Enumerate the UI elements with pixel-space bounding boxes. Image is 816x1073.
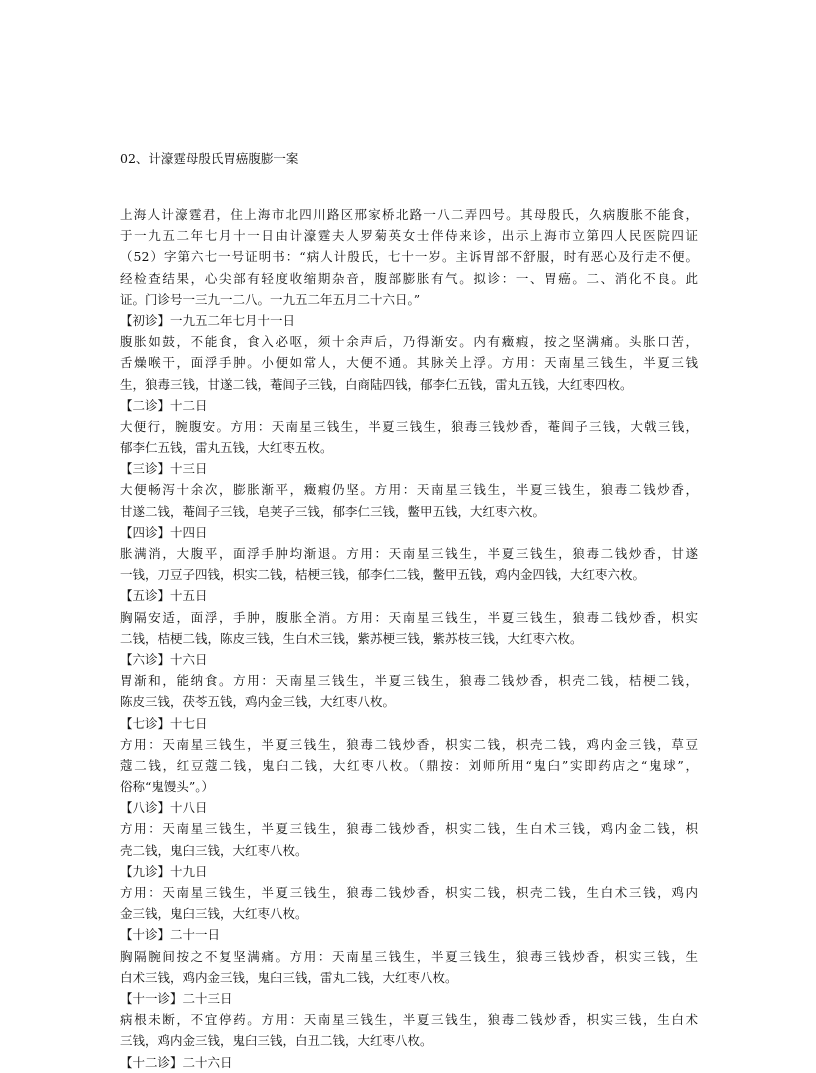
text-line: 证。门诊号一三九一二八。一九五二年五月二十六日。” bbox=[120, 291, 421, 307]
text-line: 方用：天南星三钱生，半夏三钱生，狼毒二钱炒香，枳实二钱，枳壳二钱，生白术三钱，鸡内 bbox=[120, 885, 698, 900]
text-line: 蔻二钱，红豆蔻二钱，鬼臼二钱，大红枣八枚。（鼎按：刘师所用“鬼臼”实即药店之“鬼球”， bbox=[120, 757, 698, 773]
section-heading: 【二诊】十二日 bbox=[120, 397, 208, 413]
text-line: 胃渐和，能纳食。方用：天南星三钱生，半夏三钱生，狼毒二钱炒香，枳壳二钱，桔梗二钱， bbox=[120, 673, 698, 689]
text-line: 于一九五二年七月十一日由计濠霆夫人罗菊英女士伴侍来诊，出示上海市立第四人民医院四证 bbox=[120, 228, 698, 244]
section-heading: 【九诊】十九日 bbox=[120, 863, 208, 879]
text-line: 经检查结果，心尖部有轻度收缩期杂音，腹部膨胀有气。拟诊：一、胃癌。二、消化不良。此 bbox=[120, 270, 698, 286]
text-line: 大便行，腕腹安。方用：天南星三钱生，半夏三钱生，狼毒三钱炒香，菴闾子三钱，大戟三钱， bbox=[120, 418, 698, 434]
text-line: 生，狼毒三钱，甘遂二钱，菴闾子三钱，白商陆四钱，郁李仁五钱，雷丸五钱，大红枣四枚。 bbox=[120, 376, 633, 392]
text-line: 大便畅泻十余次，膨胀渐平，癥瘕仍坚。方用：天南星三钱生，半夏三钱生，狼毒二钱炒香， bbox=[120, 482, 698, 498]
section-heading: 【七诊】十七日 bbox=[120, 715, 208, 731]
text-line: 舌燥喉干，面浮手肿。小便如常人，大便不通。其脉关上浮。方用：天南星三钱生，半夏三钱 bbox=[120, 355, 698, 371]
section-heading: 【四诊】十四日 bbox=[120, 524, 208, 540]
section-heading: 【初诊】一九五二年七月十一日 bbox=[120, 312, 296, 328]
text-line: 方用：天南星三钱生，半夏三钱生，狼毒二钱炒香，枳实二钱，枳壳二钱，鸡内金三钱，草豆 bbox=[120, 736, 698, 752]
section-heading: 【三诊】十三日 bbox=[120, 461, 208, 477]
text-line: 三钱，鸡内金三钱，鬼臼三钱，白丑二钱，大红枣八枚。 bbox=[120, 1033, 433, 1049]
text-line: 腹胀如鼓，不能食，食入必呕，须十余声后，乃得渐安。内有癥瘕，按之坚满痛。头胀口苦， bbox=[120, 334, 698, 350]
text-line: 胀满消，大腹平，面浮手肿均渐退。方用：天南星三钱生，半夏三钱生，狼毒二钱炒香，甘遂 bbox=[120, 546, 698, 561]
section-heading: 【五诊】十五日 bbox=[120, 588, 208, 604]
text-line: 俗称“鬼馒头”。） bbox=[120, 779, 215, 795]
section-heading: 【十二诊】二十六日 bbox=[120, 1054, 233, 1070]
text-line: 陈皮三钱，茯苓五钱，鸡内金三钱，大红枣八枚。 bbox=[120, 694, 396, 710]
text-line: 二钱，桔梗二钱，陈皮三钱，生白术三钱，紫苏梗三钱，紫苏枝三钱，大红枣六枚。 bbox=[120, 630, 583, 646]
section-heading: 【八诊】十八日 bbox=[120, 800, 208, 816]
document-body bbox=[120, 204, 698, 1073]
text-line: 一钱，刀豆子四钱，枳实二钱，桔梗三钱，郁李仁二钱，鳖甲五钱，鸡内金四钱，大红枣六枚。 bbox=[120, 567, 646, 583]
text-line: 白术三钱，鸡内金三钱，鬼臼三钱，雷丸二钱，大红枣八枚。 bbox=[120, 969, 458, 985]
text-line: 壳二钱，鬼臼三钱，大红枣八枚。 bbox=[120, 842, 308, 858]
text-line: 病根未断，不宜停药。方用：天南星三钱生，半夏三钱生，狼毒二钱炒香，枳实三钱，生白术 bbox=[120, 1012, 698, 1028]
text-line: 方用：天南星三钱生，半夏三钱生，狼毒二钱炒香，枳实二钱，生白术三钱，鸡内金二钱，枳 bbox=[120, 821, 698, 837]
text-line: （52）字第六七一号证明书：“病人计殷氏，七十一岁。主诉胃部不舒服，时有恶心及行走不便。 bbox=[120, 249, 698, 265]
text-line: 上海人计濠霆君，住上海市北四川路区邢家桥北路一八二弄四号。其母殷氏，久病腹胀不能食， bbox=[120, 207, 698, 222]
text-line: 郁李仁五钱，雷丸五钱，大红枣五枚。 bbox=[120, 440, 333, 456]
section-heading: 【十一诊】二十三日 bbox=[120, 990, 233, 1006]
text-line: 胸隔腕间按之不复坚满痛。方用：天南星三钱生，半夏三钱生，狼毒三钱炒香，枳实三钱，生 bbox=[120, 948, 698, 964]
document-title: 02、计濠霆母殷氏胃癌腹膨一案 bbox=[120, 151, 299, 166]
section-heading: 【六诊】十六日 bbox=[120, 651, 208, 667]
section-heading: 【十诊】二十一日 bbox=[120, 927, 221, 943]
text-line: 胸隔安适，面浮，手肿，腹胀全消。方用：天南星三钱生，半夏三钱生，狼毒二钱炒香，枳实 bbox=[120, 609, 698, 625]
text-line: 甘遂二钱，菴闾子三钱，皂荚子三钱，郁李仁三钱，鳖甲五钱，大红枣六枚。 bbox=[120, 503, 546, 519]
text-line: 金三钱，鬼臼三钱，大红枣八枚。 bbox=[120, 906, 308, 922]
